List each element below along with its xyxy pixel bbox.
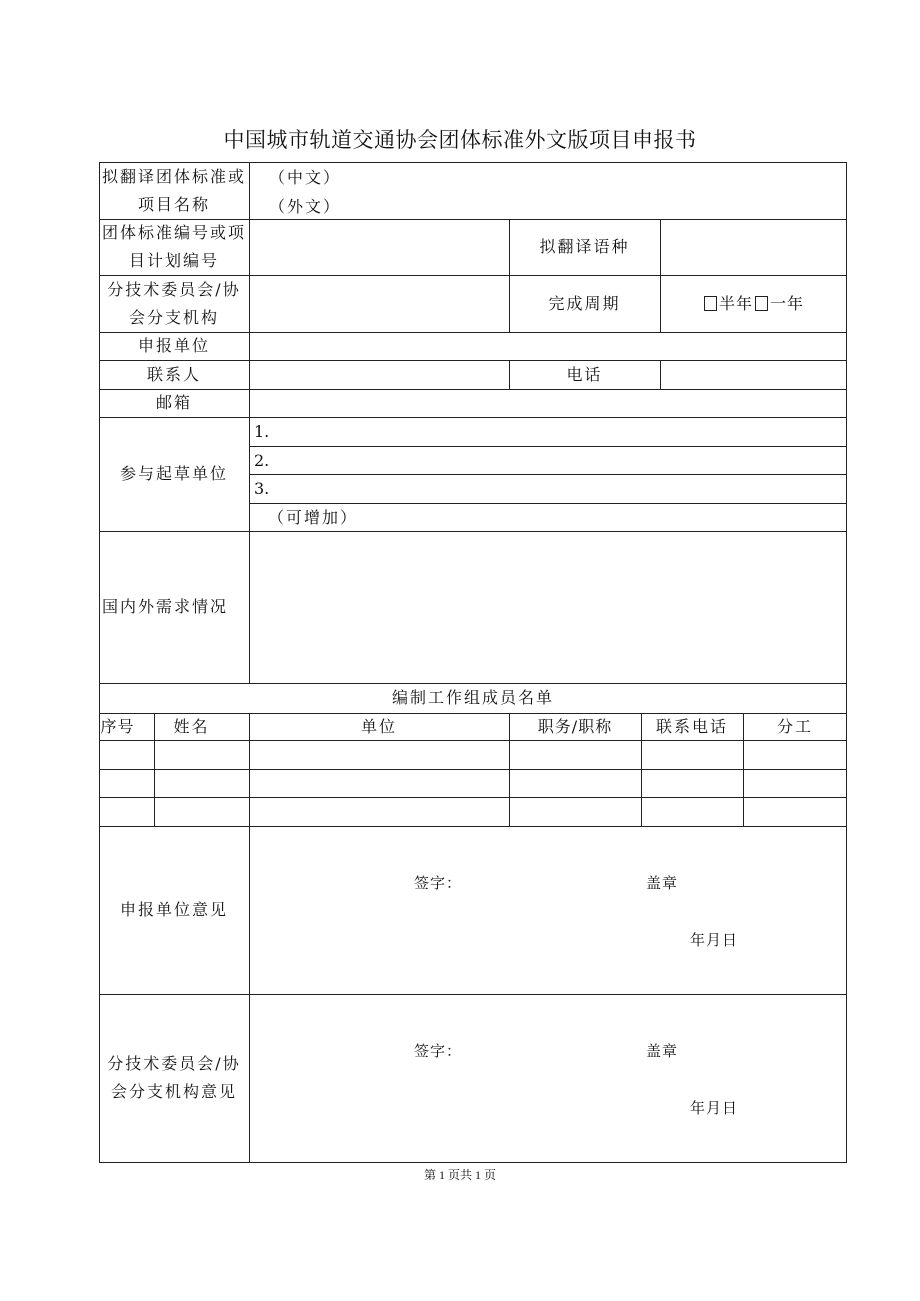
col-no-header: 序号 [100,716,135,736]
demand-field[interactable] [250,532,846,683]
applicant-seal-label: 盖章 [646,874,679,892]
committee-field[interactable] [250,276,509,332]
period-label: 完成周期 [548,293,621,313]
chinese-name-hint: （中文） [269,168,342,187]
committee-opinion-label: 分技术委员会/协 会分支机构意见 [107,1054,241,1101]
contact-field[interactable] [250,361,509,389]
application-form-table [99,162,847,1163]
project-name-label: 拟翻译团体标准或 项目名称 [101,166,246,214]
period-options [660,275,846,332]
one-year-checkbox[interactable] [755,296,768,311]
committee-sign-label: 签字： [414,1042,463,1060]
demand-label: 国内外需求情况 [102,597,229,616]
applicant-date-label: 年月日 [690,931,739,949]
col-phone-header: 联系电话 [655,716,728,736]
addable-hint: （可增加） [268,507,359,527]
page-footer: 第 1 页共 1 页 [423,1168,496,1182]
one-year-label: 一年 [770,293,805,313]
col-unit-header: 单位 [360,716,397,736]
standard-number-field[interactable] [250,220,509,275]
email-label: 邮箱 [155,393,192,412]
half-year-checkbox[interactable] [704,296,717,311]
col-division-header: 分工 [776,716,813,736]
foreign-name-hint: （外文） [269,197,342,216]
phone-label: 电话 [566,364,603,384]
applicant-field[interactable] [250,333,846,360]
half-year-label: 半年 [718,293,753,313]
language-field[interactable] [661,220,846,275]
col-name-header: 姓名 [173,716,210,736]
standard-number-label: 团体标准编号或项 目计划编号 [101,223,246,270]
drafting-unit-1[interactable]: 1. [254,422,270,441]
members-title: 编制工作组成员名单 [391,688,554,707]
phone-field[interactable] [661,361,846,389]
member-row[interactable] [100,770,846,797]
drafting-unit-2[interactable]: 2. [254,450,270,470]
drafting-unit-3[interactable]: 3. [254,479,270,498]
language-label: 拟翻译语种 [539,237,630,256]
member-row[interactable] [100,741,846,769]
col-title-header: 职务/职称 [537,716,613,736]
committee-date-label: 年月日 [690,1099,739,1117]
applicant-opinion-label: 申报单位意见 [119,900,228,919]
member-row[interactable] [100,798,846,826]
email-field[interactable] [250,390,846,417]
committee-label: 分技术委员会/协 会分支机构 [107,279,241,327]
contact-label: 联系人 [146,364,201,384]
applicant-label: 申报单位 [137,336,210,355]
drafting-units-label: 参与起草单位 [119,464,228,483]
committee-seal-label: 盖章 [646,1042,679,1060]
page-title: 中国城市轨道交通协会团体标准外文版项目申报书 [223,128,697,152]
applicant-sign-label: 签字： [414,874,463,892]
